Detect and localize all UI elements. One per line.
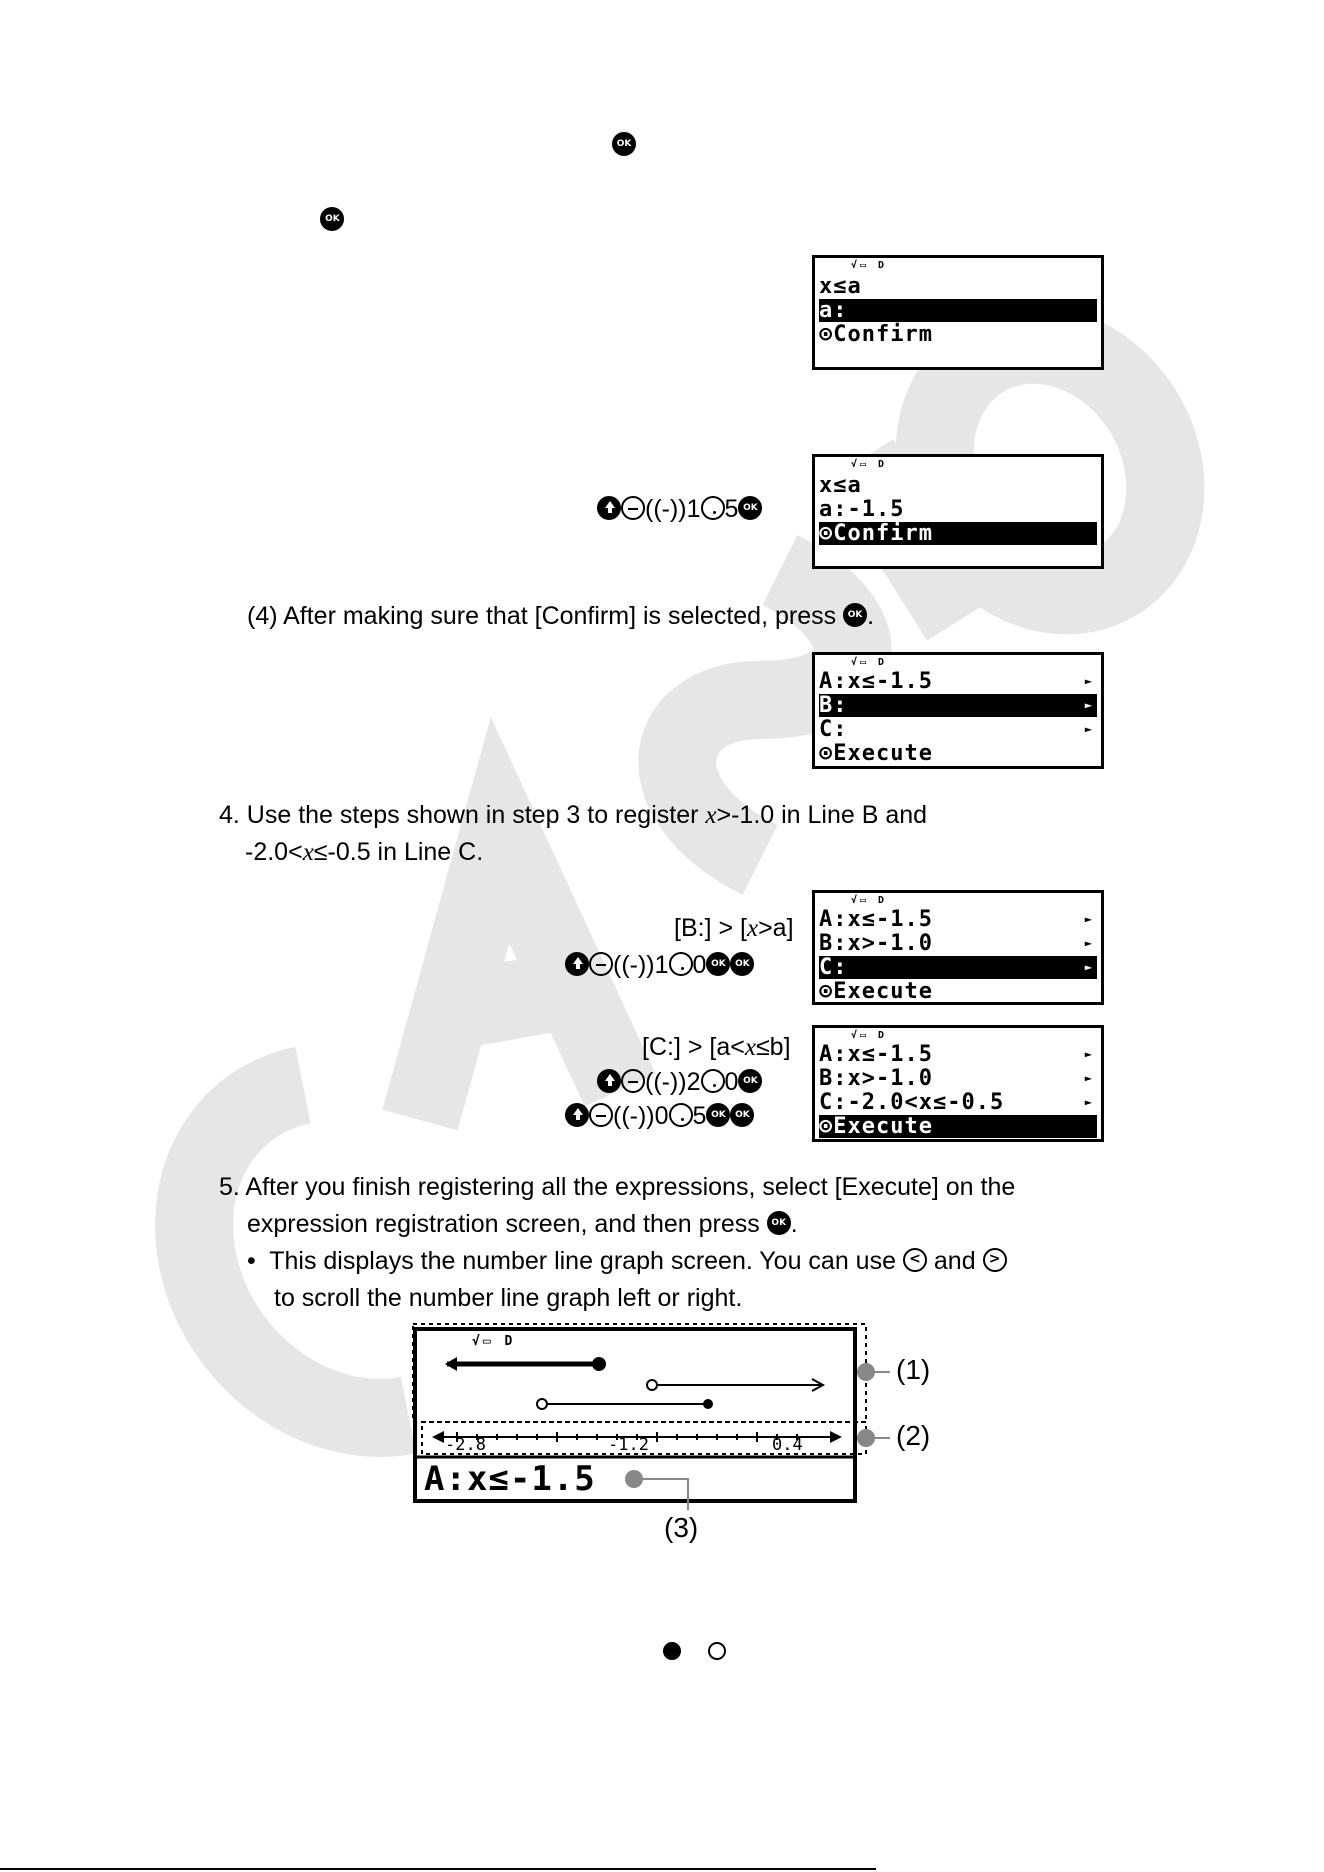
bullet-line-2: to scroll the number line graph left or right.: [274, 1284, 743, 1312]
number-line-graph-figure: [412, 1322, 932, 1552]
text: ≤-0.5 in Line C.: [313, 838, 484, 866]
screen-row: [819, 718, 1097, 741]
text: -2.0<: [245, 838, 303, 866]
callout-label-1: (1): [896, 1354, 931, 1385]
right-arrow-icon: ►: [1084, 674, 1093, 688]
right-arrow-icon: ►: [1084, 1095, 1093, 1109]
row-text: B:x>-1.0: [819, 1066, 933, 1091]
callout-label-3: (3): [664, 1512, 699, 1543]
status-indicator: √▭ D: [851, 260, 888, 271]
screen-row: ⊙Execute: [819, 741, 933, 766]
right-key-icon: >: [983, 1248, 1007, 1272]
minus-key-icon: [621, 496, 645, 520]
ok-key-icon: OK: [730, 1103, 754, 1127]
calculator-screen-2: [812, 454, 1104, 569]
callout-marker: [857, 1363, 875, 1381]
right-arrow-icon: ►: [1084, 912, 1093, 926]
text: expression registration screen, and then press: [247, 1210, 760, 1238]
minus-key-icon: [589, 1103, 613, 1127]
text: This displays the number line graph screen. You can use: [269, 1247, 896, 1275]
screen-row-selected: a:: [819, 299, 1097, 322]
ok-key-icon: OK: [738, 496, 762, 520]
page-indicator-current: [663, 1642, 681, 1660]
screen-row-selected: ⊙Confirm: [819, 522, 1097, 545]
screen-row: [819, 1043, 1097, 1066]
text: 4. Use the steps shown in step 3 to register: [219, 801, 706, 829]
menu-path-b: [674, 913, 794, 944]
key-sequence-text: ((-))1: [613, 951, 669, 979]
status-indicator: √▭ D: [472, 1334, 516, 1349]
shift-key-icon: [597, 1069, 621, 1093]
key-sequence-b: [565, 950, 754, 980]
status-indicator: √▭ D: [851, 459, 888, 470]
calculator-screen-3: [812, 652, 1104, 769]
footer-rule: [0, 1868, 876, 1870]
calculator-screen-1: [812, 255, 1104, 370]
shift-key-icon: [565, 1103, 589, 1127]
step-5-line-1: 5. After you finish registering all the expressions, select [Execute] on the: [219, 1173, 1016, 1201]
text: [C:] > [a<: [642, 1033, 745, 1061]
screen-row-selected: [819, 694, 1097, 717]
screen-row: [819, 908, 1097, 931]
right-arrow-icon: ►: [1084, 1071, 1093, 1085]
open-dot: [647, 1380, 657, 1390]
screen-row: [819, 932, 1097, 955]
right-arrow-icon: ►: [1084, 698, 1093, 712]
instruction-item-4: [247, 601, 874, 631]
ok-key-icon: OK: [730, 952, 754, 976]
decimal-key-icon: [669, 952, 693, 976]
left-key-icon: <: [903, 1248, 927, 1272]
tick-label: -1.2: [608, 1435, 649, 1455]
bullet: •: [247, 1247, 256, 1275]
step-5-line-2: [247, 1209, 798, 1239]
instruction-text: (4) After making sure that [Confirm] is selected, press: [247, 602, 837, 630]
menu-path-c: [642, 1032, 791, 1063]
row-text: B:x>-1.0: [819, 931, 933, 956]
ok-key-icon: OK: [612, 132, 636, 156]
text: ≤b]: [755, 1033, 791, 1061]
screen-row: ⊙Confirm: [819, 322, 933, 347]
screen-row: x≤a: [819, 274, 862, 299]
key-sequence-text: ((-))2: [645, 1068, 701, 1096]
variable: x: [746, 915, 759, 942]
key-sequence-text: ((-))0: [613, 1102, 669, 1130]
variable: x: [705, 802, 717, 829]
shift-key-icon: [565, 952, 589, 976]
key-sequence-text: 0: [692, 951, 707, 979]
status-indicator: √▭ D: [851, 657, 888, 668]
decimal-key-icon: [669, 1103, 693, 1127]
tick-label: -2.8: [445, 1435, 486, 1455]
bullet-line-1: [247, 1246, 1007, 1276]
variable: x: [744, 1034, 756, 1061]
ok-key-icon: OK: [706, 1103, 730, 1127]
screen-row: [819, 670, 1097, 693]
right-arrow-icon: ►: [1084, 960, 1093, 974]
variable: x: [302, 839, 314, 866]
callout-label-2: (2): [896, 1420, 931, 1451]
screen-row: [819, 1067, 1097, 1090]
screen-row: ⊙Execute: [819, 979, 933, 1004]
screen-row-selected: [819, 956, 1097, 979]
key-sequence-text: 5: [692, 1102, 707, 1130]
key-sequence: [597, 494, 762, 524]
open-dot: [537, 1399, 547, 1409]
graph-expression: A:x≤-1.5: [424, 1459, 596, 1499]
text: >a]: [758, 914, 794, 942]
screen-row: [819, 1091, 1097, 1114]
key-sequence-text: 5: [724, 495, 739, 523]
text: and: [933, 1247, 976, 1275]
page-indicator: [708, 1642, 726, 1660]
text: >-1.0 in Line B and: [716, 801, 928, 829]
key-sequence-text: 0: [724, 1068, 739, 1096]
row-text: B:: [819, 693, 848, 718]
callout-marker: [857, 1429, 875, 1447]
row-text: C:-2.0<x≤-0.5: [819, 1090, 1005, 1115]
text: [B:] > [: [674, 914, 747, 942]
punctuation: .: [867, 602, 875, 630]
screen-row: x≤a: [819, 473, 862, 498]
row-text: C:: [819, 717, 848, 742]
row-text: A:x≤-1.5: [819, 669, 933, 694]
key-sequence-text: ((-))1: [645, 495, 701, 523]
screen-row: a:-1.5: [819, 497, 905, 522]
key-sequence-c1: [597, 1067, 762, 1097]
right-arrow-icon: ►: [1084, 1047, 1093, 1061]
step-4-line-1: [219, 800, 927, 831]
ok-key-icon: OK: [320, 207, 344, 231]
decimal-key-icon: [701, 496, 725, 520]
shift-key-icon: [597, 496, 621, 520]
decimal-key-icon: [701, 1069, 725, 1093]
closed-dot: [703, 1399, 713, 1409]
ok-key-icon: OK: [738, 1069, 762, 1093]
status-indicator: √▭ D: [851, 1030, 888, 1041]
ok-key-icon: OK: [843, 603, 867, 627]
calculator-screen-4: [812, 890, 1104, 1005]
minus-key-icon: [589, 952, 613, 976]
ok-key-icon: OK: [767, 1211, 791, 1235]
right-arrow-icon: ►: [1084, 936, 1093, 950]
ok-key-icon: OK: [706, 952, 730, 976]
calculator-screen-5: [812, 1025, 1104, 1142]
status-indicator: √▭ D: [851, 895, 888, 906]
row-text: A:x≤-1.5: [819, 907, 933, 932]
row-text: A:x≤-1.5: [819, 1042, 933, 1067]
key-sequence-c2: [565, 1101, 754, 1131]
right-arrow-icon: ►: [1084, 722, 1093, 736]
minus-key-icon: [621, 1069, 645, 1093]
punctuation: .: [790, 1210, 798, 1238]
closed-dot: [592, 1357, 606, 1371]
row-text: C:: [819, 955, 848, 980]
screen-row-selected: ⊙Execute: [819, 1115, 1097, 1138]
tick-label: 0.4: [772, 1435, 803, 1455]
step-4-line-2: [245, 837, 483, 868]
